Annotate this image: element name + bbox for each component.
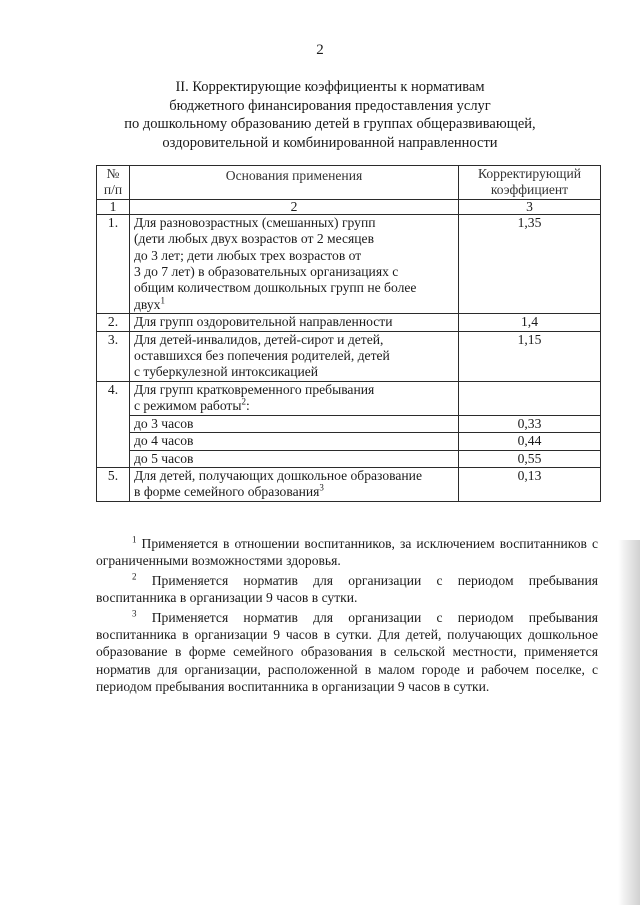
row-basis <box>130 381 459 415</box>
table-row <box>97 467 601 501</box>
row-num: 3. <box>97 331 130 381</box>
header-coef-line: коэффициент <box>490 182 569 198</box>
basis-line: Для детей, получающих дошкольное образование <box>134 467 422 483</box>
basis-text: : <box>246 398 250 414</box>
table-row <box>97 214 601 313</box>
column-index: 3 <box>459 199 601 214</box>
section-heading <box>100 78 560 152</box>
heading-line: оздоровительной и комбинированной направленности <box>162 134 498 151</box>
coefficients-table <box>96 165 601 502</box>
row-basis <box>130 331 459 381</box>
table-subrow <box>97 415 601 432</box>
subrow-label: до 4 часов <box>130 433 459 450</box>
basis-line: 3 до 7 лет) в образовательных организациях с <box>134 264 399 280</box>
basis-line: оставшихся без попечения родителей, детей <box>134 348 390 364</box>
subrow-label: до 5 часов <box>130 450 459 467</box>
basis-line <box>134 484 454 500</box>
basis-line: Для разновозрастных (смешанных) групп <box>134 214 376 230</box>
row-basis <box>130 214 459 313</box>
footnote-mark: 1 <box>132 534 137 545</box>
footnote-mark: 3 <box>319 482 324 493</box>
footnote <box>96 609 598 696</box>
subrow-coef: 0,55 <box>459 450 601 467</box>
row-basis <box>130 467 459 501</box>
basis-line <box>134 297 454 313</box>
row-coef: 1,15 <box>459 331 601 381</box>
footnote <box>96 535 598 570</box>
basis-line: (дети любых двух возрастов от 2 месяцев <box>134 231 375 247</box>
header-num-line: № <box>106 166 120 181</box>
header-num-line: п/п <box>103 182 123 198</box>
row-coef: 1,4 <box>459 314 601 331</box>
basis-line <box>134 398 454 414</box>
heading-line: II. Корректирующие коэффициенты к нормативам <box>175 79 485 95</box>
basis-text: двух <box>134 296 161 312</box>
basis-line: общим количеством дошкольных групп не более <box>134 280 417 296</box>
row-coef: 0,13 <box>459 467 601 501</box>
column-index: 1 <box>97 199 130 214</box>
row-num: 2. <box>97 314 130 331</box>
footnotes <box>96 535 598 696</box>
header-num <box>97 166 130 200</box>
basis-line: Для групп кратковременного пребывания <box>134 381 375 397</box>
table-row <box>97 381 601 415</box>
footnote-mark: 2 <box>132 571 137 582</box>
basis-text: с режимом работы <box>134 398 242 414</box>
footnote-text: Применяется норматив для организации с периодом пребывания воспитанника в организации 9 часов в сутки. Для детей, получающих дошкольное образование в форме семейного образования в сельской местности, применяется норматив для организации, расположенной в малом городе и рабочем поселке, с периодом пребывания воспитанника в организации 9 часов в сутки. <box>96 609 598 695</box>
footnote <box>96 572 598 607</box>
table-row <box>97 331 601 381</box>
footnote-text: Применяется норматив для организации с периодом пребывания воспитанника в организации 9 часов в сутки. <box>96 572 598 606</box>
subrow-coef: 0,44 <box>459 433 601 450</box>
basis-line: до 3 лет; дети любых трех возрастов от <box>134 247 362 263</box>
basis-line: с туберкулезной интоксикацией <box>134 364 319 380</box>
row-coef: 1,35 <box>459 214 601 313</box>
row-num: 5. <box>97 467 130 501</box>
basis-line: Для детей-инвалидов, детей-сирот и детей, <box>134 331 384 347</box>
footnote-mark: 1 <box>160 295 165 306</box>
header-basis: Основания применения <box>130 166 459 200</box>
header-coef-line: Корректирующий <box>477 166 582 181</box>
page-number: 2 <box>316 42 324 58</box>
subrow-coef: 0,33 <box>459 415 601 432</box>
table-row <box>97 314 601 331</box>
row-basis <box>130 314 459 331</box>
scan-edge-shadow <box>618 540 640 905</box>
heading-line: по дошкольному образованию детей в группах общеразвивающей, <box>124 116 536 133</box>
row-num: 1. <box>97 214 130 313</box>
basis-line: Для групп оздоровительной направленности <box>134 314 393 330</box>
footnote-text: Применяется в отношении воспитанников, за исключением воспитанников с ограниченными возможностями здоровья. <box>96 536 598 569</box>
basis-text: в форме семейного образования <box>134 484 320 500</box>
column-index: 2 <box>130 199 459 214</box>
footnote-mark: 3 <box>132 608 137 619</box>
header-coef <box>459 166 601 200</box>
column-index-row <box>97 199 601 214</box>
footnote-mark: 2 <box>241 396 247 407</box>
subrow-label: до 3 часов <box>130 415 459 432</box>
table-subrow <box>97 433 601 450</box>
row-coef <box>459 381 601 415</box>
heading-line: бюджетного финансирования предоставления услуг <box>169 97 491 114</box>
row-num: 4. <box>97 381 130 467</box>
table-subrow <box>97 450 601 467</box>
table-header-row <box>97 166 601 200</box>
